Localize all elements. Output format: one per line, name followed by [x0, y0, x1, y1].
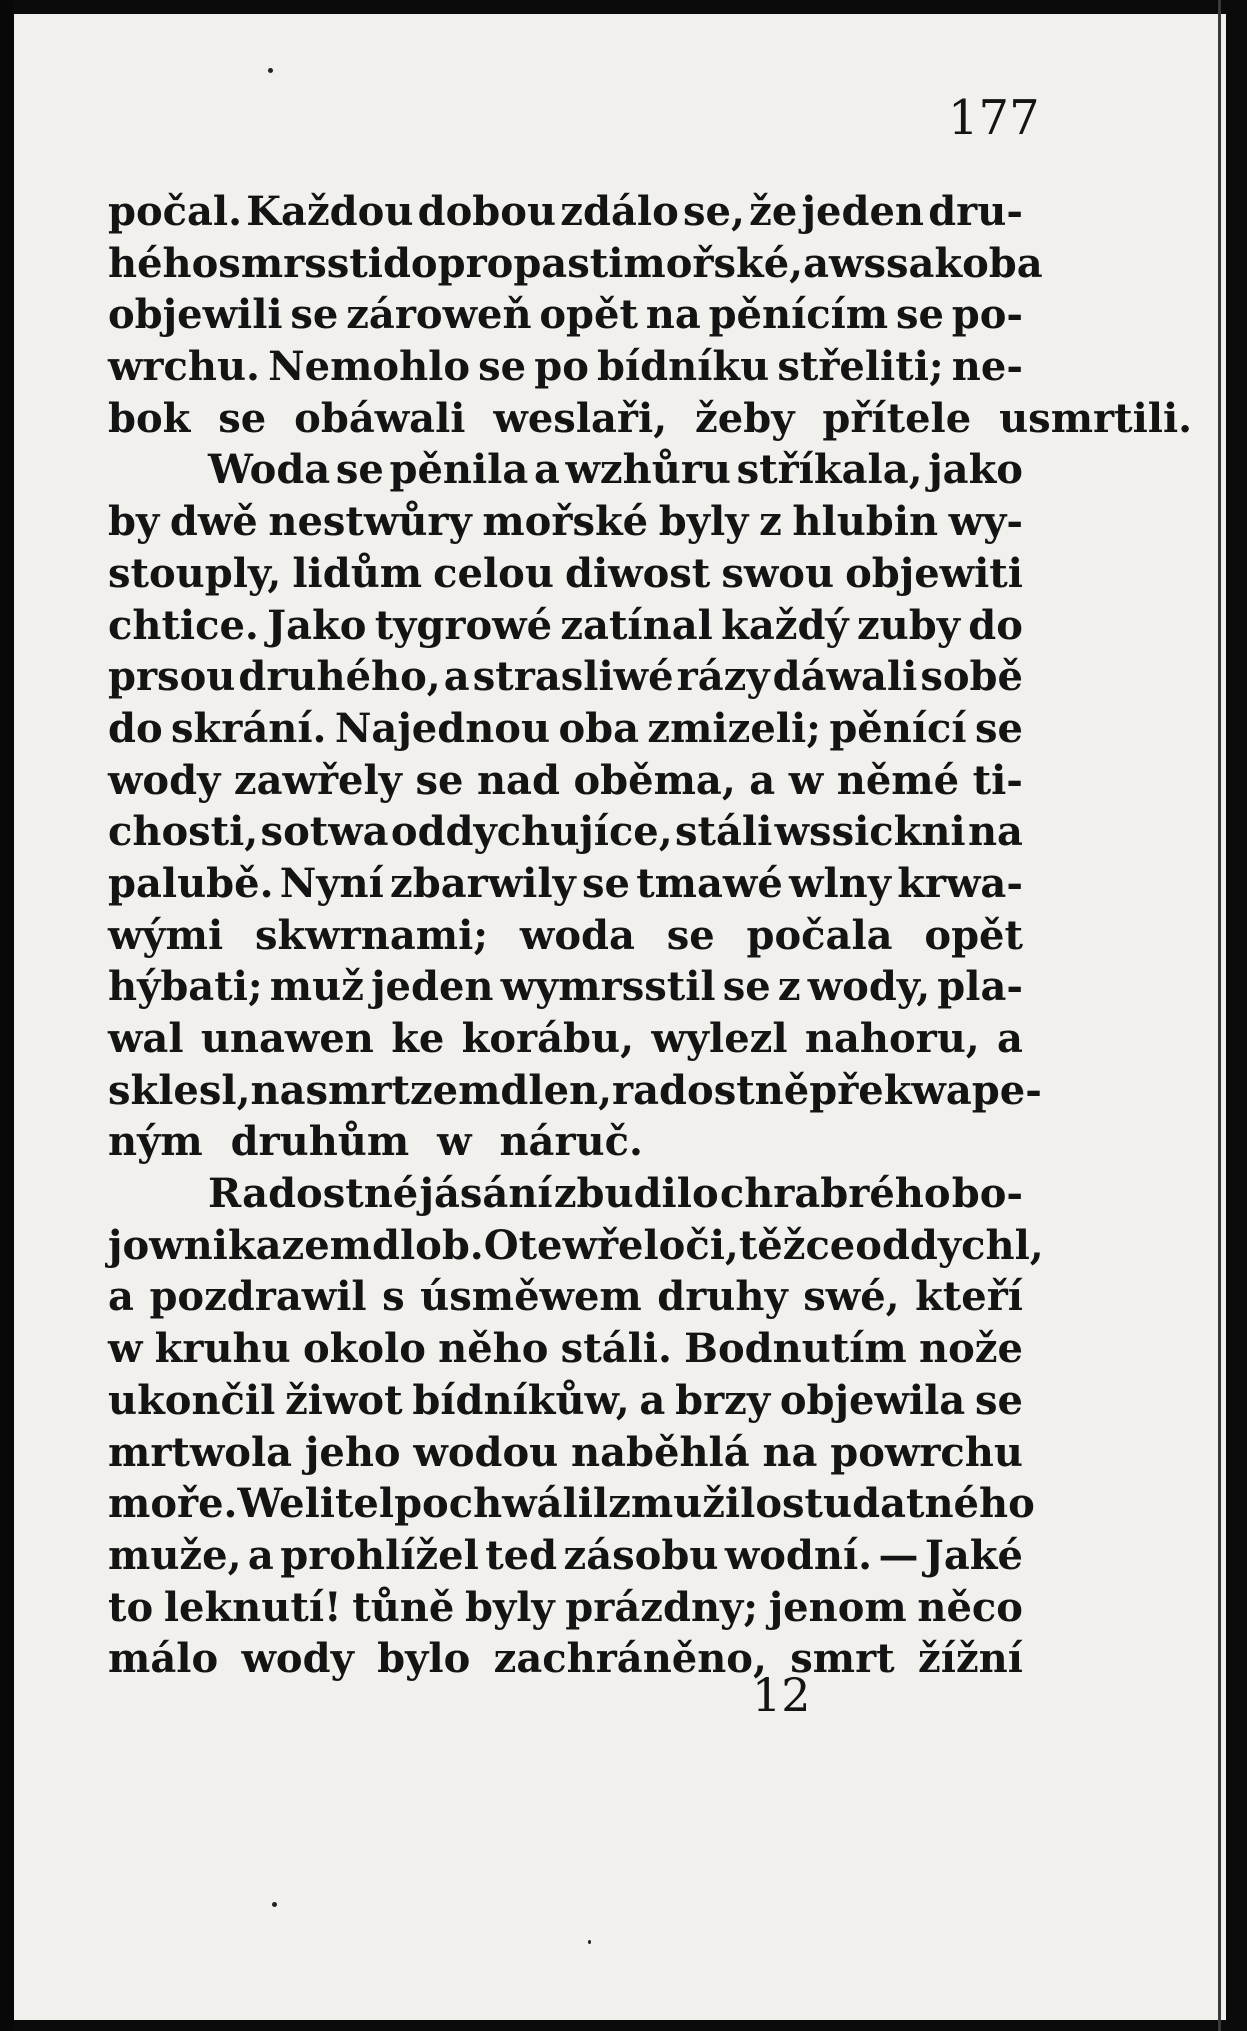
scan-left-border [0, 0, 14, 2031]
text-line: wal unawen ke korábu, wylezl nahoru, a [108, 1015, 1023, 1062]
text-line: moře. Welitel pochwálil zmužilost udatného [108, 1480, 1035, 1528]
text-line: a pozdrawil s úsměwem druhy swé, kteří [108, 1273, 1023, 1321]
text-line: mrtwola jeho wodou naběhlá na powrchu [108, 1428, 1023, 1476]
signature-mark: 12 [752, 1668, 811, 1722]
text-line: stouply, lidům celou diwost swou objewiti [108, 549, 1023, 597]
text-line: jownika ze mdlob. Otewřel oči, těžce oddychl, [108, 1221, 1044, 1269]
text-line: do skrání. Najednou oba zmizeli; pěnící se [108, 704, 1023, 752]
page-number: 177 [948, 90, 1040, 146]
text-line: málo wody bylo zachráněno, smrt žížní [108, 1635, 1023, 1683]
text-line: palubě. Nyní zbarwily se tmawé wlny krwa- [108, 859, 1023, 907]
text-line: to leknutí! tůně byly prázdny; jenom něco [108, 1583, 1023, 1631]
text-line: prsou druhého, a strasliwé rázy dáwali sobě [108, 653, 1023, 701]
dust-speck [272, 1902, 277, 1907]
text-line: w kruhu okolo něho stáli. Bodnutím nože [108, 1325, 1023, 1373]
text-line: hýbati; muž jeden wymrsstil se z wody, pla- [108, 963, 1023, 1011]
text-line: počal. Každou dobou zdálo se, že jeden dru- [108, 188, 1023, 235]
dust-speck [588, 1940, 591, 1944]
text-line: objewili se zároweň opět na pěnícím se po- [108, 291, 1023, 339]
text-line: muže, a prohlížel ted zásobu wodní. — Jaké [108, 1531, 1023, 1579]
page-edge-line [1218, 0, 1221, 2031]
text-line: ukončil žiwot bídníkůw, a brzy objewila se [108, 1376, 1023, 1424]
text-line: sklesl, na smrt zemdlen, radostně překwape- [108, 1066, 1042, 1114]
text-line: ným druhům w náruč. [108, 1118, 643, 1166]
text-line: wrchu. Nemohlo se po bídníku střeliti; ne- [108, 343, 1023, 391]
text-line: chtice. Jako tygrowé zatínal každý zuby do [108, 601, 1023, 649]
text-line: wody zawřely se nad oběma, a w němé ti- [108, 756, 1023, 804]
text-line: bok se obáwali weslaři, žeby přítele usmrtili. [108, 394, 1193, 442]
dust-speck [268, 68, 273, 73]
scan-right-border [1226, 0, 1247, 2031]
text-line: by dwě nestwůry mořské byly z hlubin wy- [108, 498, 1023, 546]
text-line: wými skwrnami; woda se počala opět [108, 911, 1023, 959]
text-line: chosti, sotwa oddychujíce, stáli wssickni na [108, 808, 1023, 856]
paragraph-first-line: Woda se pěnila a wzhůru stříkala, jako [208, 446, 1023, 494]
paragraph-first-line: Radostné jásání zbudilo chrabrého bo- [208, 1170, 1023, 1218]
body-text [108, 186, 1193, 1685]
text-line: hého smrssti do propasti mořské, awssak oba [108, 239, 1043, 287]
